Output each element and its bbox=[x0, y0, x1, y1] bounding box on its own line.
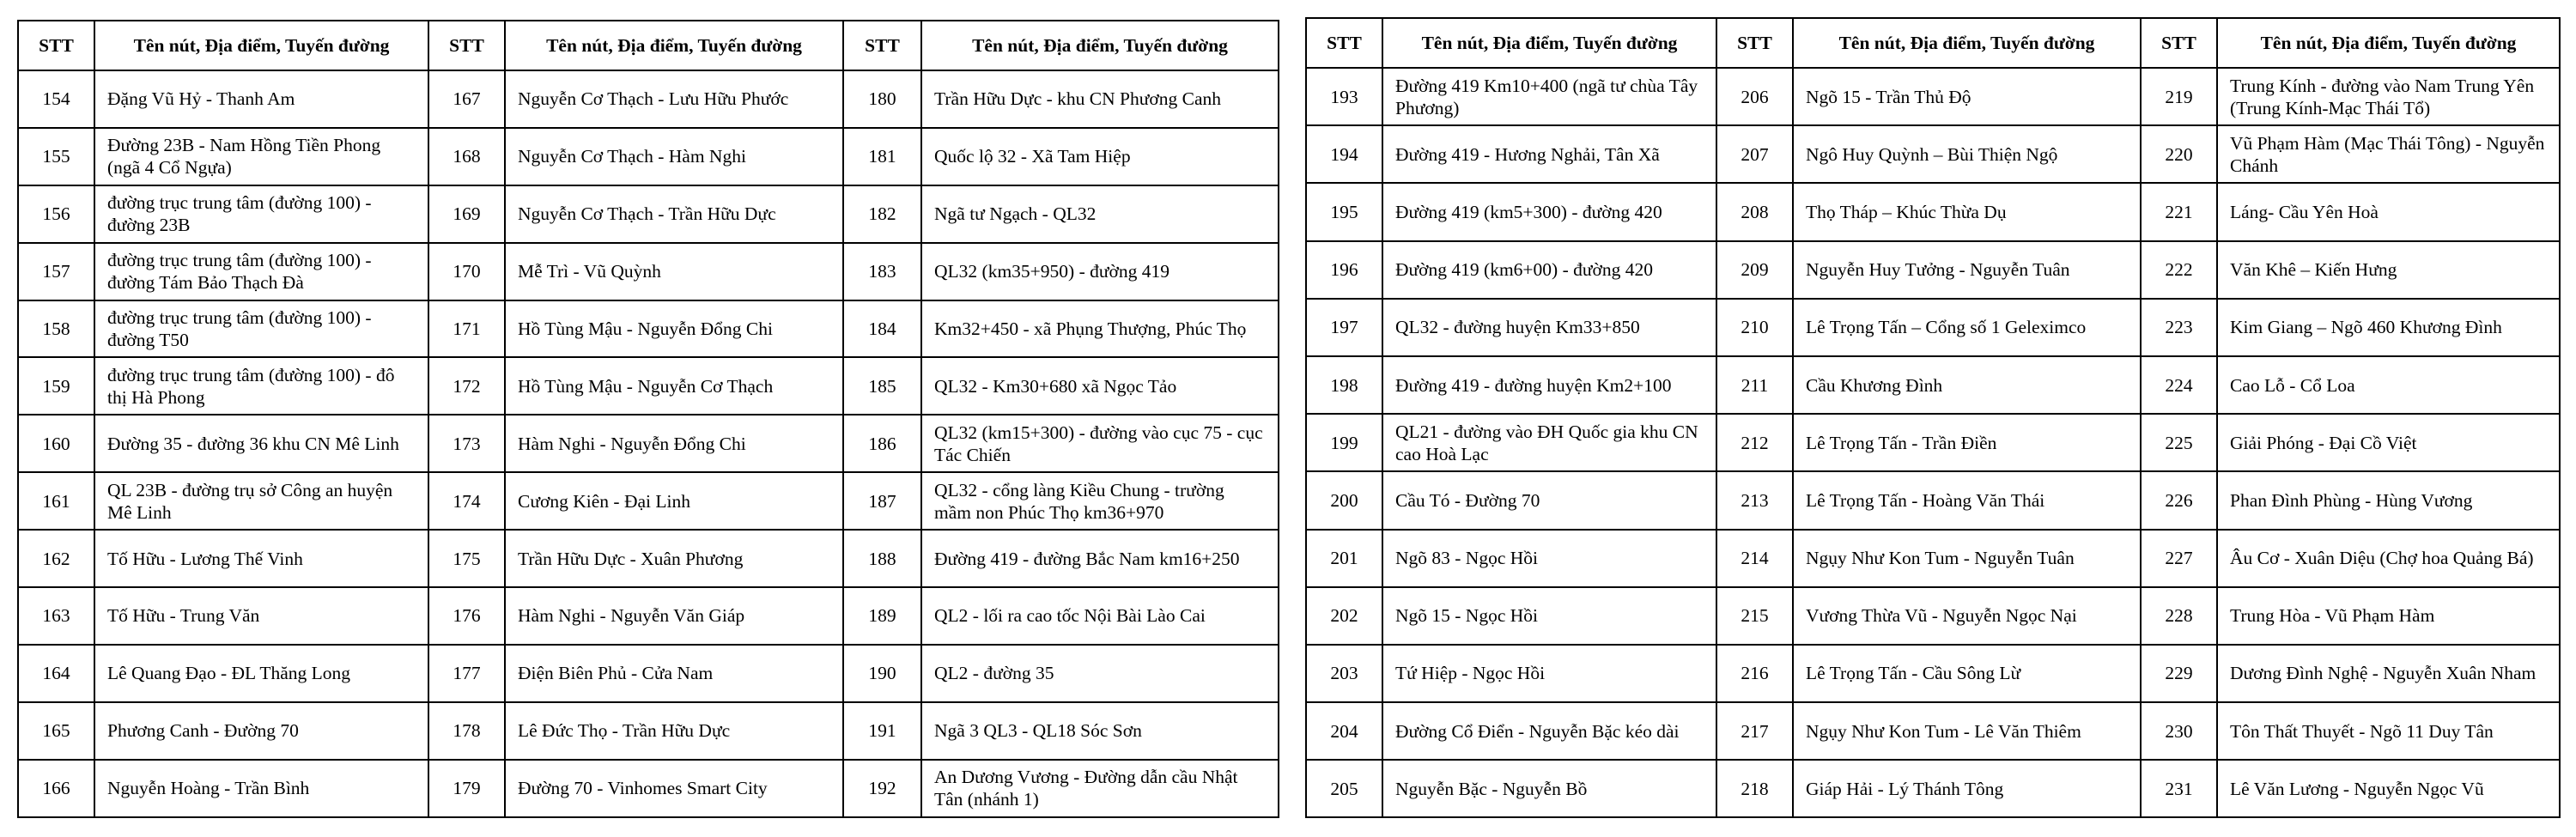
location-name-cell: Lê Trọng Tấn – Cổng số 1 Geleximco bbox=[1793, 299, 2141, 356]
stt-cell: 193 bbox=[1306, 68, 1382, 125]
location-name-cell: Nguyễn Bặc - Nguyễn Bồ bbox=[1382, 760, 1716, 817]
junction-table-left bbox=[17, 20, 1279, 818]
location-name-cell: Ngụy Như Kon Tum - Nguyễn Tuân bbox=[1793, 530, 2141, 587]
table-row bbox=[18, 645, 1279, 702]
table-header-row bbox=[1306, 18, 2560, 68]
location-name-cell: Điện Biên Phủ - Cửa Nam bbox=[505, 645, 843, 702]
stt-cell: 217 bbox=[1716, 702, 1793, 760]
location-name-cell: Quốc lộ 32 - Xã Tam Hiệp bbox=[921, 128, 1279, 185]
stt-cell: 187 bbox=[843, 472, 921, 530]
stt-cell: 177 bbox=[428, 645, 505, 702]
stt-cell: 195 bbox=[1306, 183, 1382, 240]
stt-cell: 215 bbox=[1716, 587, 1793, 645]
stt-cell: 211 bbox=[1716, 356, 1793, 414]
stt-cell: 157 bbox=[18, 243, 94, 300]
stt-cell: 168 bbox=[428, 128, 505, 185]
table-row bbox=[1306, 587, 2560, 645]
table-row bbox=[18, 128, 1279, 185]
location-name-cell: Giải Phóng - Đại Cồ Việt bbox=[2217, 414, 2560, 471]
stt-cell: 178 bbox=[428, 702, 505, 760]
stt-header: STT bbox=[843, 21, 921, 70]
stt-cell: 163 bbox=[18, 587, 94, 645]
table-row bbox=[1306, 645, 2560, 702]
stt-cell: 192 bbox=[843, 760, 921, 817]
stt-cell: 201 bbox=[1306, 530, 1382, 587]
name-header: Tên nút, Địa điểm, Tuyến đường bbox=[921, 21, 1279, 70]
location-name-cell: Nguyễn Cơ Thạch - Hàm Nghi bbox=[505, 128, 843, 185]
stt-header: STT bbox=[428, 21, 505, 70]
stt-cell: 171 bbox=[428, 300, 505, 358]
location-name-cell: Cầu Tó - Đường 70 bbox=[1382, 471, 1716, 529]
location-name-cell: Đường 419 (km6+00) - đường 420 bbox=[1382, 241, 1716, 299]
stt-cell: 156 bbox=[18, 185, 94, 243]
location-name-cell: Nguyễn Cơ Thạch - Lưu Hữu Phước bbox=[505, 70, 843, 128]
location-name-cell: Đặng Vũ Hỷ - Thanh Am bbox=[94, 70, 428, 128]
location-name-cell: Lê Trọng Tấn - Hoàng Văn Thái bbox=[1793, 471, 2141, 529]
stt-cell: 174 bbox=[428, 472, 505, 530]
table-row bbox=[1306, 471, 2560, 529]
stt-cell: 229 bbox=[2141, 645, 2217, 702]
stt-cell: 191 bbox=[843, 702, 921, 760]
table-row bbox=[18, 530, 1279, 587]
stt-cell: 176 bbox=[428, 587, 505, 645]
location-name-cell: Văn Khê – Kiến Hưng bbox=[2217, 241, 2560, 299]
stt-cell: 164 bbox=[18, 645, 94, 702]
location-name-cell: Thọ Tháp – Khúc Thừa Dụ bbox=[1793, 183, 2141, 240]
stt-cell: 207 bbox=[1716, 125, 1793, 183]
stt-cell: 224 bbox=[2141, 356, 2217, 414]
location-name-cell: Vương Thừa Vũ - Nguyễn Ngọc Nại bbox=[1793, 587, 2141, 645]
stt-cell: 183 bbox=[843, 243, 921, 300]
stt-cell: 186 bbox=[843, 415, 921, 472]
table-row bbox=[18, 702, 1279, 760]
location-name-cell: Ngõ 15 - Ngọc Hồi bbox=[1382, 587, 1716, 645]
location-name-cell: QL32 - Km30+680 xã Ngọc Tảo bbox=[921, 357, 1279, 415]
stt-cell: 170 bbox=[428, 243, 505, 300]
location-name-cell: Lê Quang Đạo - ĐL Thăng Long bbox=[94, 645, 428, 702]
stt-cell: 166 bbox=[18, 760, 94, 817]
stt-cell: 209 bbox=[1716, 241, 1793, 299]
stt-cell: 173 bbox=[428, 415, 505, 472]
location-name-cell: Đường 35 - đường 36 khu CN Mê Linh bbox=[94, 415, 428, 472]
location-name-cell: QL2 - lối ra cao tốc Nội Bài Lào Cai bbox=[921, 587, 1279, 645]
location-name-cell: Mễ Trì - Vũ Quỳnh bbox=[505, 243, 843, 300]
stt-cell: 180 bbox=[843, 70, 921, 128]
location-name-cell: Đường 23B - Nam Hồng Tiền Phong (ngã 4 Cổ Ngựa) bbox=[94, 128, 428, 185]
stt-cell: 225 bbox=[2141, 414, 2217, 471]
location-name-cell: Dương Đình Nghệ - Nguyễn Xuân Nham bbox=[2217, 645, 2560, 702]
stt-cell: 213 bbox=[1716, 471, 1793, 529]
location-name-cell: Láng- Cầu Yên Hoà bbox=[2217, 183, 2560, 240]
table-row bbox=[18, 185, 1279, 243]
location-name-cell: Cao Lỗ - Cổ Loa bbox=[2217, 356, 2560, 414]
stt-cell: 227 bbox=[2141, 530, 2217, 587]
location-name-cell: QL32 (km35+950) - đường 419 bbox=[921, 243, 1279, 300]
location-name-cell: Tố Hữu - Lương Thế Vinh bbox=[94, 530, 428, 587]
table-row bbox=[1306, 125, 2560, 183]
location-name-cell: Km32+450 - xã Phụng Thượng, Phúc Thọ bbox=[921, 300, 1279, 358]
table-row bbox=[1306, 356, 2560, 414]
table-row bbox=[1306, 530, 2560, 587]
stt-cell: 182 bbox=[843, 185, 921, 243]
stt-cell: 222 bbox=[2141, 241, 2217, 299]
location-name-cell: Trần Hữu Dực - khu CN Phương Canh bbox=[921, 70, 1279, 128]
stt-cell: 223 bbox=[2141, 299, 2217, 356]
location-name-cell: Ngô Huy Quỳnh – Bùi Thiện Ngộ bbox=[1793, 125, 2141, 183]
name-header: Tên nút, Địa điểm, Tuyến đường bbox=[94, 21, 428, 70]
location-name-cell: Phan Đình Phùng - Hùng Vương bbox=[2217, 471, 2560, 529]
stt-header: STT bbox=[1306, 18, 1382, 68]
table-row bbox=[1306, 68, 2560, 125]
stt-cell: 188 bbox=[843, 530, 921, 587]
location-name-cell: đường trục trung tâm (đường 100) - đường Tám Bảo Thạch Đà bbox=[94, 243, 428, 300]
location-name-cell: Kim Giang – Ngõ 460 Khương Đình bbox=[2217, 299, 2560, 356]
location-name-cell: QL32 - cổng làng Kiều Chung - trường mầm non Phúc Thọ km36+970 bbox=[921, 472, 1279, 530]
location-name-cell: Trần Hữu Dực - Xuân Phương bbox=[505, 530, 843, 587]
stt-cell: 185 bbox=[843, 357, 921, 415]
location-name-cell: QL2 - đường 35 bbox=[921, 645, 1279, 702]
location-name-cell: Ngã tư Ngạch - QL32 bbox=[921, 185, 1279, 243]
location-name-cell: An Dương Vương - Đường dẫn cầu Nhật Tân (nhánh 1) bbox=[921, 760, 1279, 817]
stt-cell: 172 bbox=[428, 357, 505, 415]
location-name-cell: Trung Hòa - Vũ Phạm Hàm bbox=[2217, 587, 2560, 645]
stt-cell: 204 bbox=[1306, 702, 1382, 760]
location-name-cell: đường trục trung tâm (đường 100) - đường T50 bbox=[94, 300, 428, 358]
stt-cell: 220 bbox=[2141, 125, 2217, 183]
name-header: Tên nút, Địa điểm, Tuyến đường bbox=[1793, 18, 2141, 68]
table-row bbox=[18, 243, 1279, 300]
location-name-cell: Đường Cổ Điển - Nguyễn Bặc kéo dài bbox=[1382, 702, 1716, 760]
table-row bbox=[18, 760, 1279, 817]
location-name-cell: QL32 - đường huyện Km33+850 bbox=[1382, 299, 1716, 356]
stt-cell: 231 bbox=[2141, 760, 2217, 817]
stt-cell: 189 bbox=[843, 587, 921, 645]
table-row bbox=[1306, 702, 2560, 760]
location-name-cell: Đường 419 Km10+400 (ngã tư chùa Tây Phương) bbox=[1382, 68, 1716, 125]
stt-cell: 194 bbox=[1306, 125, 1382, 183]
stt-cell: 230 bbox=[2141, 702, 2217, 760]
stt-cell: 181 bbox=[843, 128, 921, 185]
stt-cell: 158 bbox=[18, 300, 94, 358]
table-row bbox=[1306, 183, 2560, 240]
location-name-cell: Lê Trọng Tấn - Trần Điền bbox=[1793, 414, 2141, 471]
table-row bbox=[18, 587, 1279, 645]
location-name-cell: Phương Canh - Đường 70 bbox=[94, 702, 428, 760]
stt-cell: 210 bbox=[1716, 299, 1793, 356]
table-row bbox=[18, 70, 1279, 128]
stt-cell: 175 bbox=[428, 530, 505, 587]
location-name-cell: Vũ Phạm Hàm (Mạc Thái Tông) - Nguyễn Chánh bbox=[2217, 125, 2560, 183]
table-header-row bbox=[18, 21, 1279, 70]
location-name-cell: Giáp Hải - Lý Thánh Tông bbox=[1793, 760, 2141, 817]
location-name-cell: Tứ Hiệp - Ngọc Hồi bbox=[1382, 645, 1716, 702]
location-name-cell: QL21 - đường vào ĐH Quốc gia khu CN cao Hoà Lạc bbox=[1382, 414, 1716, 471]
location-name-cell: Nguyễn Cơ Thạch - Trần Hữu Dực bbox=[505, 185, 843, 243]
stt-cell: 208 bbox=[1716, 183, 1793, 240]
stt-cell: 161 bbox=[18, 472, 94, 530]
location-name-cell: QL32 (km15+300) - đường vào cục 75 - cục Tác Chiến bbox=[921, 415, 1279, 472]
location-name-cell: Tố Hữu - Trung Văn bbox=[94, 587, 428, 645]
stt-header: STT bbox=[1716, 18, 1793, 68]
name-header: Tên nút, Địa điểm, Tuyến đường bbox=[2217, 18, 2560, 68]
stt-cell: 202 bbox=[1306, 587, 1382, 645]
stt-cell: 197 bbox=[1306, 299, 1382, 356]
stt-cell: 203 bbox=[1306, 645, 1382, 702]
location-name-cell: Ngõ 83 - Ngọc Hồi bbox=[1382, 530, 1716, 587]
table-row bbox=[18, 415, 1279, 472]
table-row bbox=[1306, 414, 2560, 471]
stt-cell: 162 bbox=[18, 530, 94, 587]
stt-cell: 198 bbox=[1306, 356, 1382, 414]
table-row bbox=[18, 357, 1279, 415]
table-row bbox=[1306, 760, 2560, 817]
stt-cell: 226 bbox=[2141, 471, 2217, 529]
location-name-cell: Tôn Thất Thuyết - Ngõ 11 Duy Tân bbox=[2217, 702, 2560, 760]
location-name-cell: Đường 70 - Vinhomes Smart City bbox=[505, 760, 843, 817]
stt-cell: 160 bbox=[18, 415, 94, 472]
location-name-cell: Trung Kính - đường vào Nam Trung Yên (Trung Kính-Mạc Thái Tổ) bbox=[2217, 68, 2560, 125]
stt-cell: 165 bbox=[18, 702, 94, 760]
location-name-cell: Ngã 3 QL3 - QL18 Sóc Sơn bbox=[921, 702, 1279, 760]
location-name-cell: Đường 419 - đường huyện Km2+100 bbox=[1382, 356, 1716, 414]
stt-cell: 155 bbox=[18, 128, 94, 185]
table-row bbox=[18, 300, 1279, 358]
location-name-cell: Hàm Nghi - Nguyễn Văn Giáp bbox=[505, 587, 843, 645]
stt-header: STT bbox=[18, 21, 94, 70]
location-name-cell: Ngõ 15 - Trần Thủ Độ bbox=[1793, 68, 2141, 125]
stt-cell: 221 bbox=[2141, 183, 2217, 240]
table-row bbox=[1306, 299, 2560, 356]
location-name-cell: đường trục trung tâm (đường 100) - đô thị Hà Phong bbox=[94, 357, 428, 415]
location-name-cell: Cương Kiên - Đại Linh bbox=[505, 472, 843, 530]
stt-cell: 159 bbox=[18, 357, 94, 415]
stt-cell: 206 bbox=[1716, 68, 1793, 125]
table-row bbox=[1306, 241, 2560, 299]
name-header: Tên nút, Địa điểm, Tuyến đường bbox=[505, 21, 843, 70]
stt-header: STT bbox=[2141, 18, 2217, 68]
location-name-cell: đường trục trung tâm (đường 100) - đường 23B bbox=[94, 185, 428, 243]
location-name-cell: Lê Trọng Tấn - Cầu Sông Lừ bbox=[1793, 645, 2141, 702]
location-name-cell: Hồ Tùng Mậu - Nguyễn Đổng Chi bbox=[505, 300, 843, 358]
stt-cell: 200 bbox=[1306, 471, 1382, 529]
stt-cell: 219 bbox=[2141, 68, 2217, 125]
location-name-cell: Đường 419 - Hương Nghải, Tân Xã bbox=[1382, 125, 1716, 183]
stt-cell: 169 bbox=[428, 185, 505, 243]
location-name-cell: QL 23B - đường trụ sở Công an huyện Mê Linh bbox=[94, 472, 428, 530]
location-name-cell: Lê Văn Lương - Nguyễn Ngọc Vũ bbox=[2217, 760, 2560, 817]
stt-cell: 190 bbox=[843, 645, 921, 702]
stt-cell: 214 bbox=[1716, 530, 1793, 587]
stt-cell: 154 bbox=[18, 70, 94, 128]
stt-cell: 216 bbox=[1716, 645, 1793, 702]
location-name-cell: Ngụy Như Kon Tum - Lê Văn Thiêm bbox=[1793, 702, 2141, 760]
stt-cell: 218 bbox=[1716, 760, 1793, 817]
stt-cell: 167 bbox=[428, 70, 505, 128]
location-name-cell: Hồ Tùng Mậu - Nguyễn Cơ Thạch bbox=[505, 357, 843, 415]
stt-cell: 199 bbox=[1306, 414, 1382, 471]
stt-cell: 196 bbox=[1306, 241, 1382, 299]
location-name-cell: Lê Đức Thọ - Trần Hữu Dực bbox=[505, 702, 843, 760]
name-header: Tên nút, Địa điểm, Tuyến đường bbox=[1382, 18, 1716, 68]
location-name-cell: Nguyễn Huy Tưởng - Nguyễn Tuân bbox=[1793, 241, 2141, 299]
table-row bbox=[18, 472, 1279, 530]
stt-cell: 184 bbox=[843, 300, 921, 358]
stt-cell: 205 bbox=[1306, 760, 1382, 817]
location-name-cell: Nguyễn Hoàng - Trần Bình bbox=[94, 760, 428, 817]
junction-table-right bbox=[1305, 17, 2561, 818]
location-name-cell: Đường 419 - đường Bắc Nam km16+250 bbox=[921, 530, 1279, 587]
location-name-cell: Âu Cơ - Xuân Diệu (Chợ hoa Quảng Bá) bbox=[2217, 530, 2560, 587]
stt-cell: 179 bbox=[428, 760, 505, 817]
stt-cell: 228 bbox=[2141, 587, 2217, 645]
location-name-cell: Hàm Nghi - Nguyễn Đổng Chi bbox=[505, 415, 843, 472]
location-name-cell: Cầu Khương Đình bbox=[1793, 356, 2141, 414]
stt-cell: 212 bbox=[1716, 414, 1793, 471]
location-name-cell: Đường 419 (km5+300) - đường 420 bbox=[1382, 183, 1716, 240]
